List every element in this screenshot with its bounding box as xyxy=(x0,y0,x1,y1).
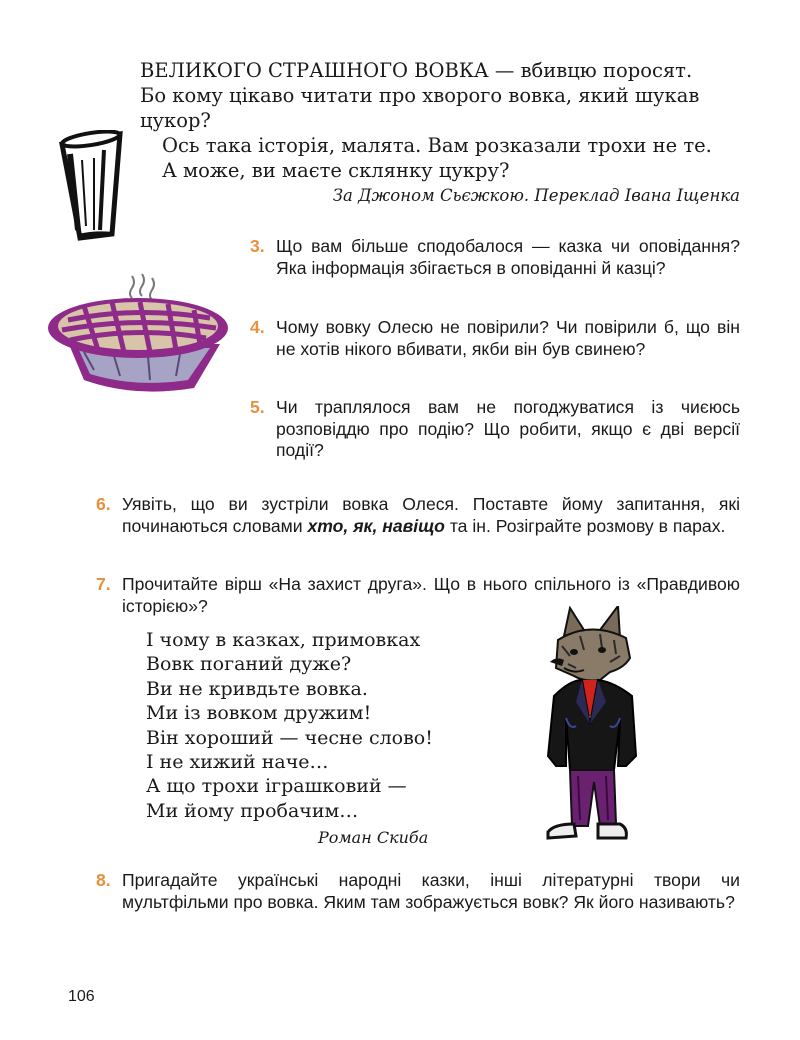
poem-line: Вовк поганий дуже? xyxy=(146,653,352,676)
poem xyxy=(146,628,506,823)
question-text xyxy=(96,494,740,537)
poem-line: І не хижий наче… xyxy=(146,751,329,774)
question-6 xyxy=(96,494,740,537)
story-line: Бо кому цікаво читати про хворого вовка, який шукав xyxy=(140,84,700,107)
question-5 xyxy=(250,397,740,462)
question-text: Що вам більше сподобалося — казка чи оповідання? Яка інформація збігається в оповіданні й казці? xyxy=(276,236,740,278)
question-number: 4. xyxy=(250,317,265,337)
question-emphasis: хто, як, навіщо xyxy=(307,515,445,536)
story-line: А може, ви маєте склянку цукру? xyxy=(162,159,510,182)
question-text-part: Уявіть, що ви зустріли вовка Олеся. Поставте йому запитання, які починаються словами xyxy=(122,494,740,536)
question-4 xyxy=(250,317,740,360)
question-number: 7. xyxy=(96,574,111,594)
question-number: 8. xyxy=(96,870,111,890)
question-text: Пригадайте українські народні казки, інші літературні твори чи мультфільми про вовка. Яким там зображується вовк? Як його називають? xyxy=(122,870,740,912)
question-3 xyxy=(250,236,740,279)
story-line: Ось така історія, малята. Вам розказали трохи не те. xyxy=(162,134,712,157)
question-number: 6. xyxy=(96,494,111,514)
poem-line: Він хороший — чесне слово! xyxy=(146,726,433,749)
question-text: Чому вовку Олесю не повірили? Чи повірили б, що він не хотів нікого вбивати, якби він був свинею? xyxy=(276,317,740,359)
question-text: Прочитайте вірш «На захист друга». Що в нього спільного із «Правдивою історією»? xyxy=(122,574,740,616)
page-number: 106 xyxy=(68,988,95,1005)
question-text: Чи траплялося вам не погоджуватися із чиєюсь розповіддю про подію? Що робити, якщо є дві версії події? xyxy=(276,397,740,461)
poem-line: І чому в казках, примовках xyxy=(146,629,421,651)
poem-author: Роман Скиба xyxy=(318,828,429,847)
poem-line: Ми йому пробачим… xyxy=(146,799,359,822)
wolf-in-suit-illustration xyxy=(540,606,650,846)
story-text xyxy=(140,58,750,183)
poem-line: Ви не кривдьте вовка. xyxy=(146,677,368,700)
question-number: 5. xyxy=(250,397,265,417)
story-attribution: За Джоном Сьєжкою. Переклад Івана Іщенка xyxy=(332,186,740,205)
question-number: 3. xyxy=(250,236,265,256)
poem-line: А що трохи іграшковий — xyxy=(146,775,407,798)
question-8 xyxy=(96,870,740,913)
poem-line: Ми із вовком дружим! xyxy=(146,702,372,725)
question-text-part: та ін. Розіграйте розмову в парах. xyxy=(444,515,726,536)
pie-illustration xyxy=(44,272,230,400)
story-line: ВЕЛИКОГО СТРАШНОГО ВОВКА — вбивцю поросят. xyxy=(140,59,693,82)
glass-illustration xyxy=(58,130,130,242)
story-line: цукор? xyxy=(140,109,211,132)
